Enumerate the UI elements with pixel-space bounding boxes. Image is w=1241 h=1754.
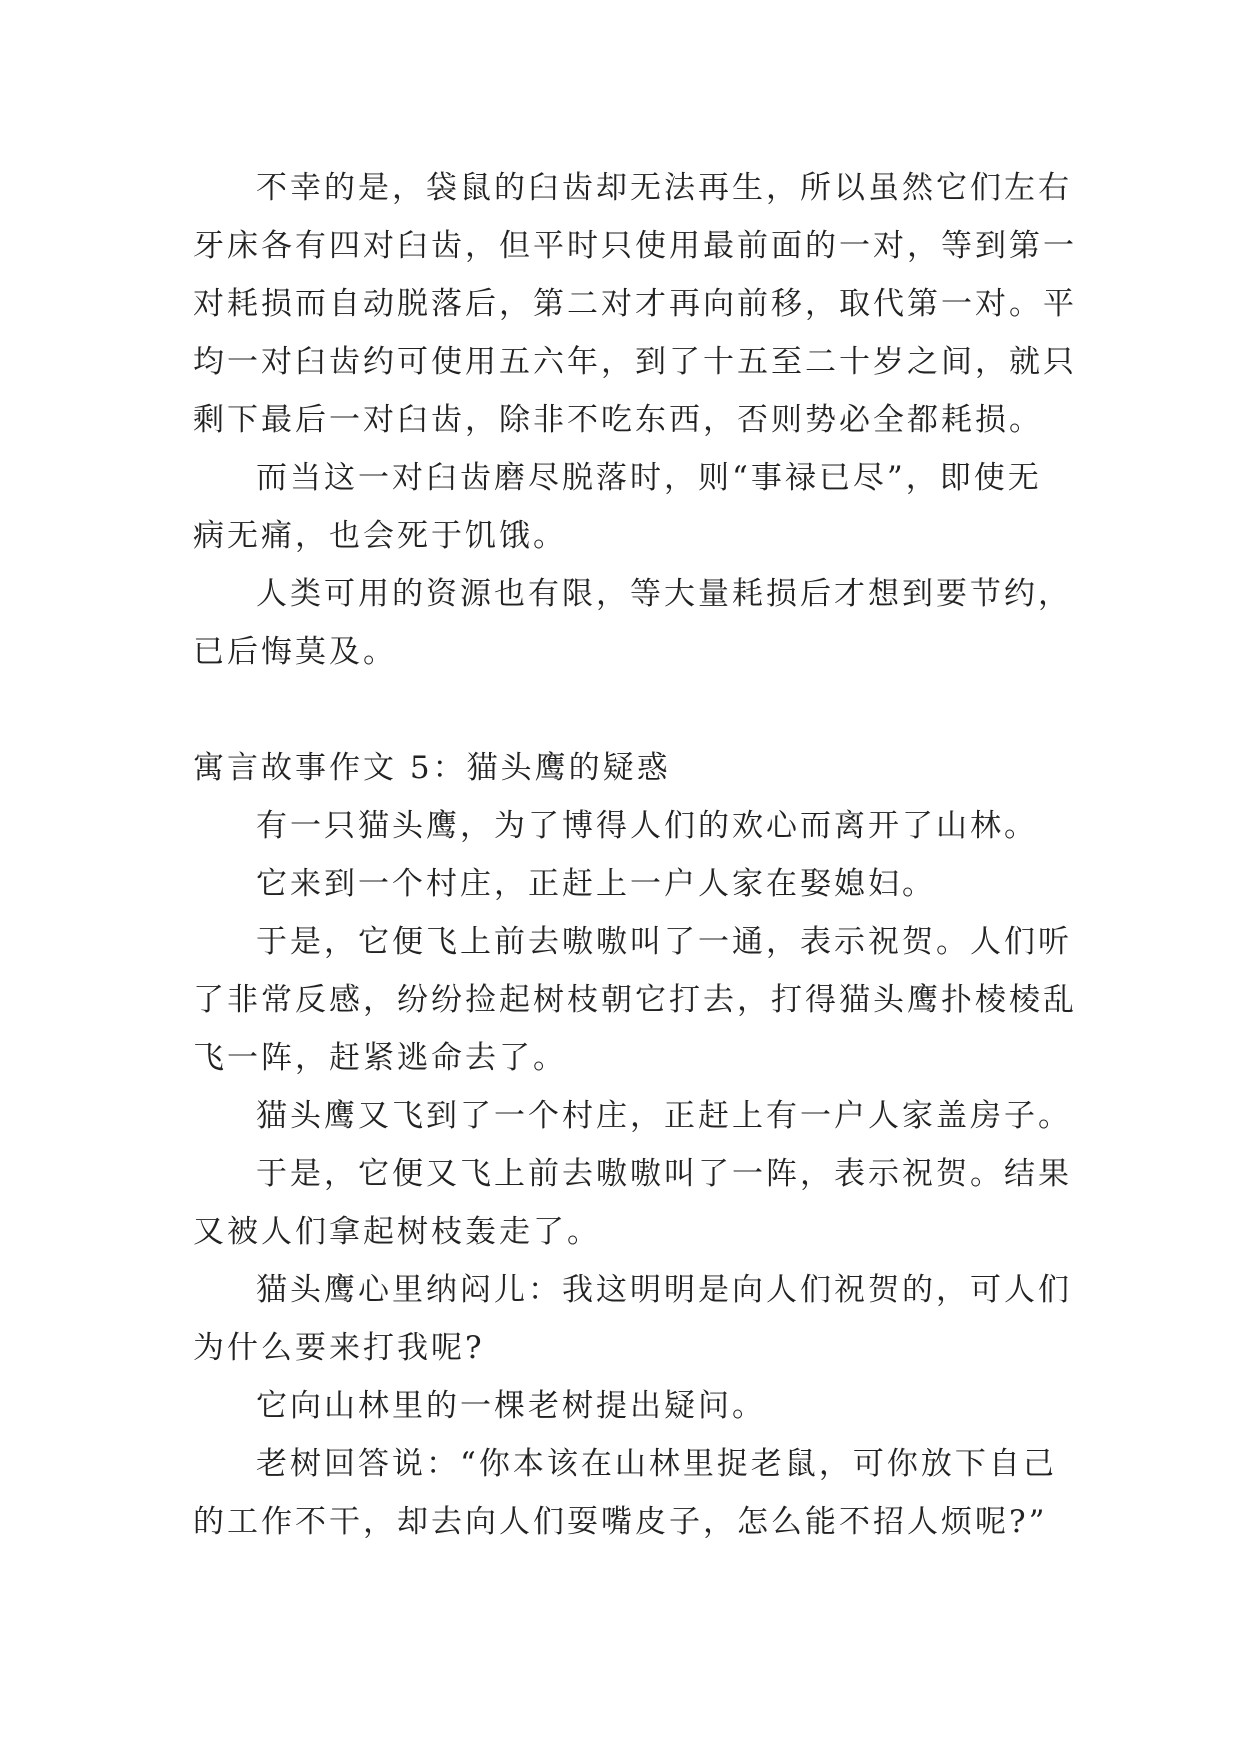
text-line: 飞一阵，赶紧逃命去了。: [193, 1040, 567, 1076]
text-line: 它来到一个村庄，正赶上一户人家在娶媳妇。: [256, 866, 936, 902]
text-line: 猫头鹰心里纳闷儿：我这明明是向人们祝贺的，可人们: [256, 1272, 1072, 1308]
text-line: 老树回答说：“你本该在山林里捉老鼠，可你放下自己: [256, 1446, 1057, 1482]
text-line: 病无痛，也会死于饥饿。: [193, 518, 567, 554]
text-line: 它向山林里的一棵老树提出疑问。: [256, 1388, 766, 1424]
text-line: 而当这一对臼齿磨尽脱落时，则“事禄已尽”，即使无: [256, 460, 1042, 496]
text-line: 的工作不干，却去向人们耍嘴皮子，怎么能不招人烦呢?”: [193, 1504, 1048, 1540]
text-line: 剩下最后一对臼齿，除非不吃东西，否则势必全都耗损。: [193, 402, 1043, 438]
text-line: 了非常反感，纷纷捡起树枝朝它打去，打得猫头鹰扑棱棱乱: [193, 982, 1077, 1018]
text-line: 于是，它便飞上前去嗷嗷叫了一通，表示祝贺。人们听: [256, 924, 1072, 960]
text-line: 又被人们拿起树枝轰走了。: [193, 1214, 601, 1250]
text-line: 为什么要来打我呢?: [193, 1330, 485, 1366]
text-line: 有一只猫头鹰，为了博得人们的欢心而离开了山林。: [256, 808, 1038, 844]
text-line: 已后悔莫及。: [193, 634, 397, 670]
text-line: 于是，它便又飞上前去嗷嗷叫了一阵，表示祝贺。结果: [256, 1156, 1072, 1192]
text-line: 均一对臼齿约可使用五六年，到了十五至二十岁之间，就只: [193, 344, 1077, 380]
text-line: 不幸的是，袋鼠的臼齿却无法再生，所以虽然它们左右: [256, 170, 1072, 206]
section-heading: 寓言故事作文 5：猫头鹰的疑惑: [193, 750, 671, 786]
text-line: 对耗损而自动脱落后，第二对才再向前移，取代第一对。平: [193, 286, 1077, 322]
text-line: 猫头鹰又飞到了一个村庄，正赶上有一户人家盖房子。: [256, 1098, 1072, 1134]
text-line: 人类可用的资源也有限，等大量耗损后才想到要节约，: [256, 576, 1072, 612]
text-line: 牙床各有四对臼齿，但平时只使用最前面的一对，等到第一: [193, 228, 1077, 264]
